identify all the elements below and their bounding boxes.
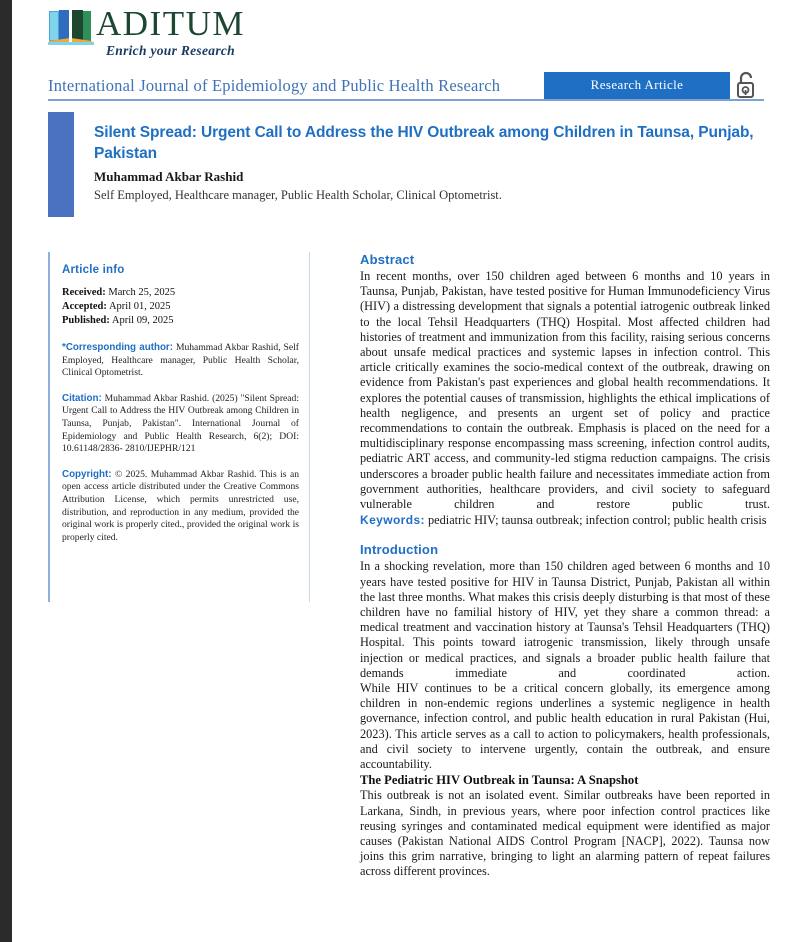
article-type-badge: Research Article	[544, 72, 730, 99]
article-affiliation: Self Employed, Healthcare manager, Public Health Scholar, Clinical Optometrist.	[94, 188, 502, 202]
article-info-heading: Article info	[62, 264, 125, 276]
snapshot-subheading: The Pediatric HIV Outbreak in Taunsa: A Snapshot	[360, 773, 639, 788]
citation-text: Muhammad Akbar Rashid. (2025) "Silent Spread: Urgent Call to Address the HIV Outbreak among Children in Taunsa, Punjab, Pakistan". International Journal of Epidemiology and Public Health Research, 6(2); DOI: 10.61148/2836- 2810/IJEPHR/121	[62, 392, 299, 455]
introduction-heading: Introduction	[360, 542, 439, 558]
copyright-label: Copyright:	[62, 468, 112, 480]
keywords-label: Keywords:	[360, 513, 425, 528]
citation-label: Citation:	[62, 392, 102, 404]
published-label: Published:	[62, 315, 110, 326]
title-accent-bar	[48, 112, 74, 217]
abstract-text: In recent months, over 150 children aged between 6 months and 10 years in Taunsa, Punjab, Pakistan, have tested positive for Human Immunodeficiency Virus (HIV) a distressing development that signals a potential iatrogenic outbreak linked to the local Tehsil Headquarters (THQ) Hospital. Most affected children had histories of treatment and immunization from this facility, raising serious concerns about unsafe medical practices and systemic lapses in infection control. This article critically examines the socio-medical context of the outbreak, drawing on evidence from Pakistan's past experiences and global health recommendations. It explores the potential causes of transmission, highlights the ethical implications of health negligence, and presents an urgent set of policy and practice recommendations to contain the outbreak. Emphasis is placed on the need for a multidisciplinary response encompassing mass screening, infection control audits, pediatric ART access, and community-led stigma reduction campaigns. The crisis underscores a broader public health failure and necessitates immediate action from government authorities, healthcare providers, and civil society to safeguard vulnerable children and restore public trust.	[360, 269, 770, 512]
journal-title: International Journal of Epidemiology and Public Health Research	[48, 76, 501, 95]
corresponding-author-label: *Corresponding author:	[62, 342, 174, 353]
article-author: Muhammad Akbar Rashid	[94, 169, 244, 184]
publisher-masthead	[48, 6, 764, 74]
journal-header	[48, 74, 764, 104]
introduction-paragraph-2: While HIV continues to be a critical concern globally, its emergence among children in non-endemic regions underlines a systemic negligence in health governance, infection control, and public health education in rural Pakistan (Hui, 2023). This article serves as a call to action to policymakers, health professionals, and civil society to intervene urgently, contain the outbreak, and ensure accountability.	[360, 681, 770, 772]
article-title-band	[48, 112, 764, 224]
corresponding-author-text: Muhammad Akbar Rashid, Self Employed, Healthcare manager, Public Health Scholar, Clinical Optometrist.	[62, 342, 299, 379]
corresponding-author-block	[62, 342, 299, 380]
article-info-sidebar	[48, 252, 310, 602]
open-book-icon	[48, 8, 94, 46]
published-value: April 09, 2025	[111, 315, 174, 326]
introduction-paragraph-3: This outbreak is not an isolated event. Similar outbreaks have been reported in Larkana, Sindh, in previous years, where poor infection control practices like reusing syringes and contaminated medical equipment were identified as major causes (Pakistan National AIDS Control Program [NACP], 2022). Taunsa now joins this grim narrative, bringing to light an alarming pattern of repeat failures across different provinces.	[360, 788, 770, 879]
copyright-text: © 2025. Muhammad Akbar Rashid. This is an open access article distributed under the Creative Commons Attribution License, which permits unrestricted use, distribution, and reproduction in any medium, provided the original work is properly cited., provided the original work is properly cited.	[62, 468, 300, 543]
accepted-value: April 01, 2025	[108, 301, 171, 312]
document-page	[12, 0, 800, 942]
keywords-block	[360, 513, 770, 528]
open-access-lock-icon	[734, 70, 758, 100]
keywords-text: pediatric HIV; taunsa outbreak; infection control; public health crisis	[428, 513, 767, 528]
received-label: Received:	[62, 287, 106, 298]
received-value: March 25, 2025	[108, 287, 176, 298]
accepted-label: Accepted:	[62, 301, 107, 312]
introduction-paragraph-1: In a shocking revelation, more than 150 children aged between 6 months and 10 years have tested positive for HIV in Taunsa District, Punjab, Pakistan all within the last three months. What makes this crisis deeply disturbing is that most of these children have no familial history of HIV, yet they share a common thread: a medical treatment and vaccination history at Taunsa's Tehsil Headquarters (THQ) Hospital. This points toward iatrogenic transmission, likely through unsafe injection or medical practices, and signals a broader public health failure that demands immediate and coordinated action.	[360, 559, 770, 680]
publisher-tagline: Enrich your Research	[105, 43, 235, 58]
citation-block	[62, 393, 299, 456]
main-content-column	[360, 252, 770, 880]
article-dates	[62, 286, 299, 328]
publisher-name: ADITUM	[96, 4, 245, 43]
journal-divider	[48, 99, 764, 101]
copyright-block	[62, 469, 299, 545]
abstract-heading: Abstract	[360, 252, 415, 267]
page-title: Silent Spread: Urgent Call to Address the HIV Outbreak among Children in Taunsa, Punjab, Pakistan	[94, 124, 754, 162]
